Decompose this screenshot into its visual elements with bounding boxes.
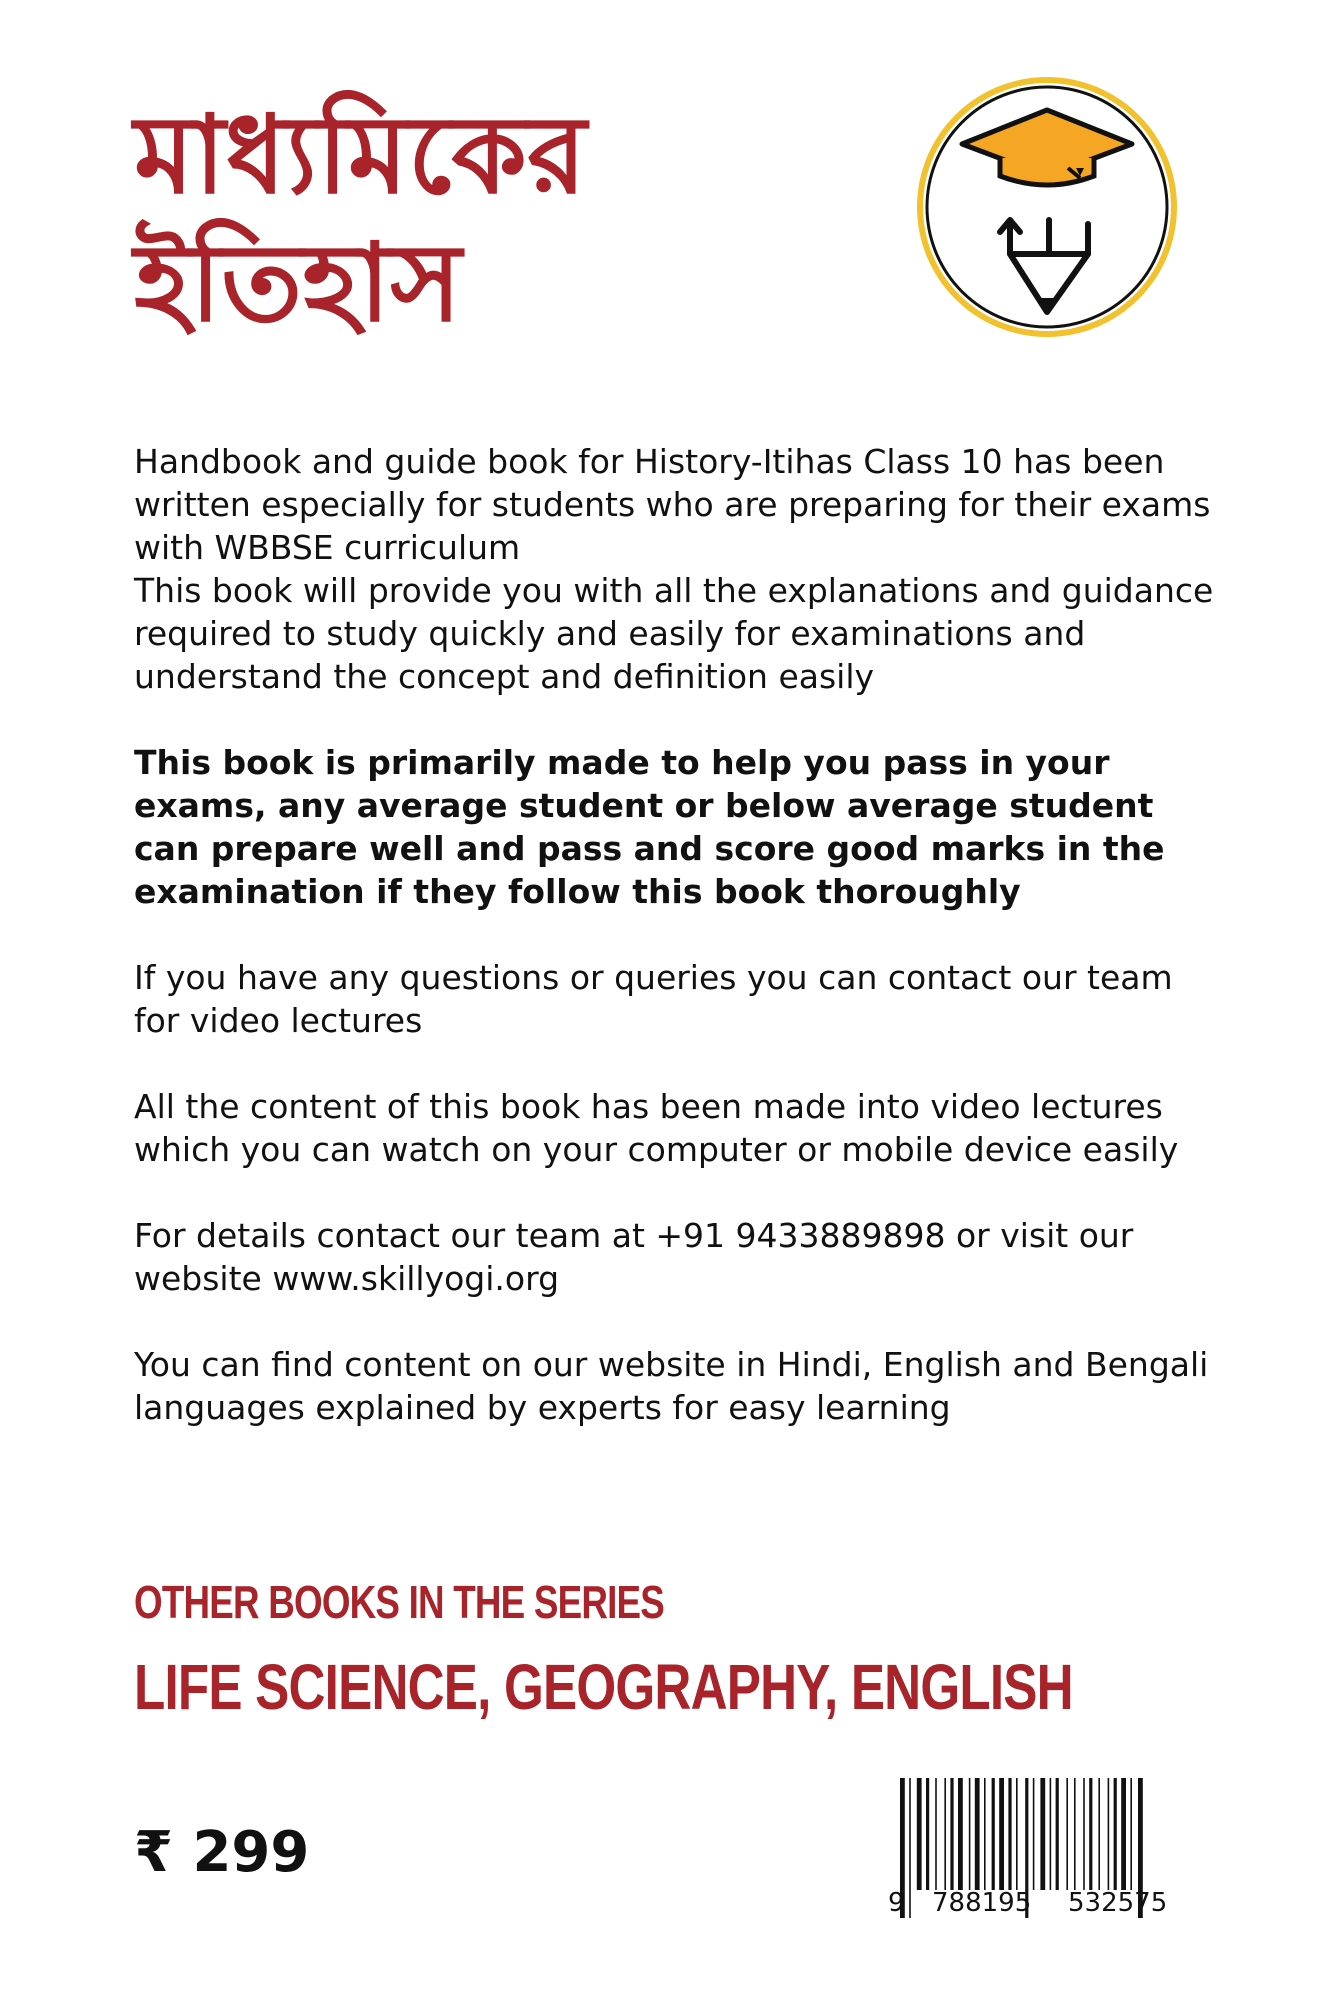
languages-text: You can find content on our website in Hindi, English and Bengali languages explained by experts for easy learning <box>134 1345 1209 1427</box>
video-paragraph <box>134 1085 1214 1171</box>
publisher-logo <box>912 72 1182 342</box>
barcode-group-2: 532575 <box>1068 1888 1168 1918</box>
series-heading: OTHER BOOKS IN THE SERIES <box>134 1576 665 1628</box>
questions-text: If you have any questions or queries you can contact our team for video lectures <box>134 958 1173 1040</box>
title-line-1: মাধ্যমিকের <box>134 93 587 218</box>
bold-paragraph-text: This book is primarily made to help you pass in your exams, any average student or below average student can prepare well and pass and score good marks in the examination if they follow this book thoroughly <box>134 743 1165 911</box>
series-books: LIFE SCIENCE, GEOGRAPHY, ENGLISH <box>134 1651 1073 1723</box>
contact-text: For details contact our team at +91 9433889898 or visit our website www.skillyogi.org <box>134 1216 1134 1298</box>
price-label: ₹ 299 <box>134 1820 310 1885</box>
languages-paragraph <box>134 1343 1214 1429</box>
book-title <box>134 92 774 348</box>
bold-paragraph <box>134 741 1214 913</box>
barcode-lead-digit: 9 <box>888 1888 905 1918</box>
contact-paragraph <box>134 1214 1214 1300</box>
intro-sentence-1: Handbook and guide book for History-Itihas Class 10 has been written especially for students who are preparing for their exams with WBBSE curriculum <box>134 442 1211 567</box>
questions-paragraph <box>134 956 1214 1042</box>
intro-sentence-2: This book will provide you with all the explanations and guidance required to study quickly and easily for examinations and understand the concept and definition easily <box>134 571 1214 696</box>
video-text: All the content of this book has been made into video lectures which you can watch on your computer or mobile device easily <box>134 1087 1179 1169</box>
description <box>134 440 1214 1472</box>
title-line-2: ইতিহাস <box>134 221 462 346</box>
intro-paragraph <box>134 440 1214 698</box>
barcode-group-1: 788195 <box>932 1888 1032 1918</box>
